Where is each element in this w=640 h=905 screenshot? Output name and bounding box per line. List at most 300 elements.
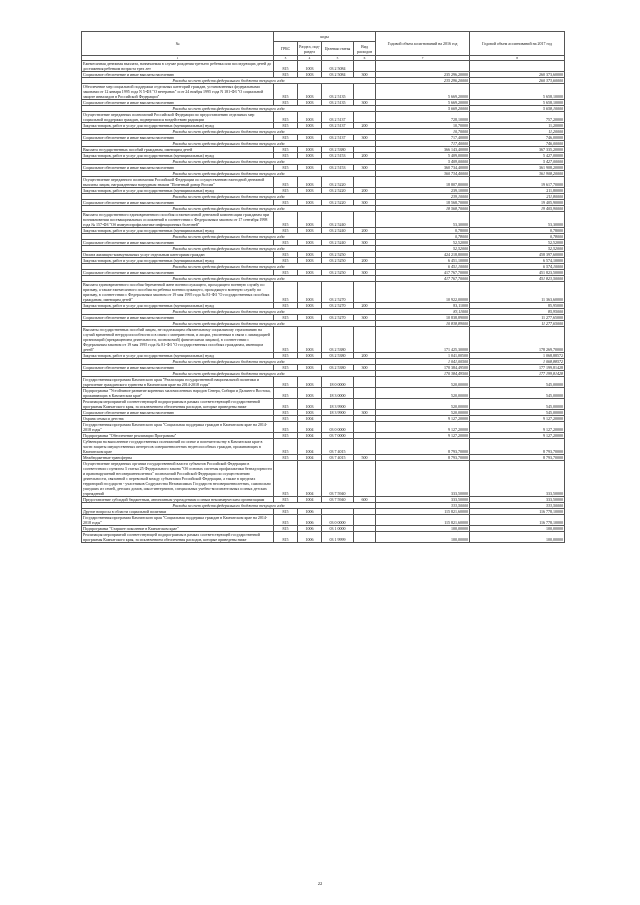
row-name: Охрана семьи и детства — [82, 416, 274, 422]
code-grbs: 815 — [274, 165, 298, 171]
amount-2017: 0,78000 — [470, 234, 565, 240]
code-section: 1003 — [298, 377, 322, 388]
amount-2017: 9 127,20000 — [470, 422, 565, 433]
table-body — [82, 61, 565, 543]
funding-note: Расходы за счет средств федерального бюджета текущего года — [82, 194, 376, 200]
amount-2017: 178 269,70000 — [470, 327, 565, 353]
code-type: 300 — [354, 315, 376, 321]
table-row — [82, 177, 565, 188]
amount-2017: 1 068,88572 — [470, 359, 565, 365]
code-grbs: 815 — [274, 123, 298, 129]
budget-table — [81, 31, 565, 543]
code-section: 1003 — [298, 399, 322, 410]
amount-2016: 9 127,20000 — [376, 416, 470, 422]
row-name: Выплата единовременного пособия беременной жене военнослужащего, проходящего военную службу по призыву, а также ежемесячного пособия на ребенка военнослужащего, проходящего военную службу по призыву, в соответствии с Федеральным законом от 19 мая 1995 года № 81-ФЗ "О государственных пособиях гражданам, имеющим детей" — [82, 282, 274, 303]
code-grbs: 815 — [274, 153, 298, 159]
code-section: 1003 — [298, 258, 322, 264]
code-grbs: 815 — [274, 526, 298, 532]
code-grbs: 815 — [274, 422, 298, 433]
code-grbs: 815 — [274, 327, 298, 353]
code-grbs: 815 — [274, 72, 298, 78]
table-row — [82, 399, 565, 410]
code-section: 1003 — [298, 282, 322, 303]
row-name: Осуществление переданного полномочия Российской Федерации по осуществлению ежегодной денежной выплаты лицам, награжденным нагрудным знаком "Почетный донор России" — [82, 177, 274, 188]
code-target: 03 2 5153 — [322, 153, 354, 159]
code-grbs: 815 — [274, 416, 298, 422]
amount-2017: 19 617,70000 — [470, 177, 565, 188]
amount-2016 — [376, 61, 470, 72]
code-section: 1003 — [298, 212, 322, 228]
amount-2017: 545,00000 — [470, 410, 565, 416]
code-target: 03 7 0000 — [322, 433, 354, 439]
funding-note: Расходы за счет средств федерального бюджета текущего года — [82, 264, 376, 270]
amount-2017: 545,00000 — [470, 388, 565, 399]
amount-2016: 10,70000 — [376, 123, 470, 129]
amount-2016: 333,50000 — [376, 503, 470, 509]
amount-2016: 115 821,60000 — [376, 509, 470, 515]
row-name: Ежемесячная денежная выплата, назначаемая в случае рождения третьего ребенка или последующих детей до достижения ребенком возраста трех лет — [82, 61, 274, 72]
amount-2017: 545,00000 — [470, 399, 565, 410]
table-row — [82, 515, 565, 526]
row-name: Другие вопросы в области социальной политики — [82, 509, 274, 515]
code-type — [354, 282, 376, 303]
code-section: 1003 — [298, 147, 322, 153]
amount-2016: 728,10000 — [376, 112, 470, 123]
amount-2017: 757,20000 — [470, 112, 565, 123]
funding-note: Расходы за счет средств федерального бюджета текущего года — [82, 106, 376, 112]
code-target: 03 7 5940 — [322, 497, 354, 503]
code-section: 1003 — [298, 61, 322, 72]
row-name: Закупка товаров, работ и услуг для государственных (муниципальных) нужд — [82, 153, 274, 159]
row-name: Выплата государственного единовременного пособия и ежемесячной денежной компенсации гражданам при возникновении поствакцинальных осложнений в соответствии с Федеральным законом от 17 сентября 1998 года № 157-ФЗ "Об иммунопрофилактике инфекционных болезней" — [82, 212, 274, 228]
code-grbs: 815 — [274, 315, 298, 321]
table-row — [82, 61, 565, 72]
amount-2016: 9 127,20000 — [376, 422, 470, 433]
code-type: 300 — [354, 410, 376, 416]
funding-note: Расходы за счет средств федерального бюджета текущего года — [82, 78, 376, 84]
amount-2017: 11,20000 — [470, 129, 565, 135]
row-name: Подпрограмма "Старшее поколение в Камчатском крае" — [82, 526, 274, 532]
amount-2016: 235 296,20000 — [376, 78, 470, 84]
code-grbs: 815 — [274, 84, 298, 100]
code-grbs: 815 — [274, 200, 298, 206]
row-name: Социальное обеспечение и иные выплаты населению — [82, 100, 274, 106]
amount-2017: 100,00000 — [470, 532, 565, 543]
amount-2016: 239,10000 — [376, 188, 470, 194]
code-type — [354, 61, 376, 72]
code-grbs: 815 — [274, 135, 298, 141]
code-section: 1003 — [298, 84, 322, 100]
funding-note: Расходы за счет средств федерального бюджета текущего года — [82, 503, 376, 509]
amount-2016: 6 451,10000 — [376, 264, 470, 270]
row-name: Выплата государственных пособий гражданам, имеющим детей — [82, 147, 274, 153]
code-grbs: 815 — [274, 252, 298, 258]
header-type: Вид расходов — [354, 42, 376, 56]
amount-2016: 170 384,49500 — [376, 371, 470, 377]
code-target: 03 0 0000 — [322, 515, 354, 526]
amount-2016: 333,50000 — [376, 461, 470, 497]
funding-note: Расходы за счет средств федерального бюджета текущего года — [82, 246, 376, 252]
amount-2016: 8 793,70000 — [376, 439, 470, 455]
page-number: 22 — [317, 881, 323, 886]
amount-2017: 260 373,60000 — [470, 78, 565, 84]
row-name: Обеспечение мер социальной поддержки отдельных категорий граждан, установленных федеральными законами от 12 января 1995 года N 5-ФЗ "О ветеранах" и от 24 ноября 1995 года N 181-ФЗ "О социальной защите инвалидов в Российской Федерации" — [82, 84, 274, 100]
amount-2016: 170 384,49500 — [376, 365, 470, 371]
code-section: 1003 — [298, 177, 322, 188]
code-grbs: 815 — [274, 461, 298, 497]
amount-2017: 52,52000 — [470, 246, 565, 252]
col-num: 6 — [354, 56, 376, 61]
amount-2017: 451 823,50000 — [470, 276, 565, 282]
code-target: 03 2 5270 — [322, 282, 354, 303]
code-target: 03 2 5220 — [322, 188, 354, 194]
col-num: 4 — [298, 56, 322, 61]
code-section: 1003 — [298, 123, 322, 129]
code-section: 1003 — [298, 365, 322, 371]
code-target: 03 2 5250 — [322, 258, 354, 264]
row-name: Закупка товаров, работ и услуг для государственных (муниципальных) нужд — [82, 188, 274, 194]
amount-2017: 8 793,70000 — [470, 455, 565, 461]
row-name: Государственная программа Камчатского края "Социальная поддержка граждан в Камчатском крае на 2014-2018 годы" — [82, 422, 274, 433]
amount-2017: 451 823,50000 — [470, 270, 565, 276]
amount-2017: 5 658,10000 — [470, 100, 565, 106]
amount-2017: 85,95000 — [470, 303, 565, 309]
code-target: 03 7 5940 — [322, 461, 354, 497]
code-type: 300 — [354, 240, 376, 246]
amount-2016: 5 409,00000 — [376, 159, 470, 165]
amount-2016: 83,11000 — [376, 309, 470, 315]
amount-2017: 116 778,10000 — [470, 509, 565, 515]
amount-2017: 9 127,20000 — [470, 416, 565, 422]
table-row — [82, 212, 565, 228]
row-name: Социальное обеспечение и иные выплаты населению — [82, 165, 274, 171]
funding-note: Расходы за счет средств федерального бюджета текущего года — [82, 206, 376, 212]
code-section: 1003 — [298, 327, 322, 353]
amount-2016: 717,40000 — [376, 135, 470, 141]
code-target: 03 1 9999 — [322, 532, 354, 543]
amount-2016: 366 143,40000 — [376, 147, 470, 153]
code-target: 03 2 5135 — [322, 100, 354, 106]
code-target: 03 2 5084 — [322, 72, 354, 78]
code-grbs: 815 — [274, 410, 298, 416]
amount-2017: 211,80000 — [470, 194, 565, 200]
amount-2016: 52,52000 — [376, 240, 470, 246]
row-name: Социальное обеспечение и иные выплаты населению — [82, 240, 274, 246]
amount-2017: 5 427,00000 — [470, 153, 565, 159]
row-name: Оплата жилищно-коммунальных услуг отдельным категориям граждан — [82, 252, 274, 258]
row-name: Закупка товаров, работ и услуг для государственных (муниципальных) нужд — [82, 303, 274, 309]
code-target: 03 2 5250 — [322, 270, 354, 276]
row-name: Социальное обеспечение и иные выплаты населению — [82, 135, 274, 141]
code-section: 1004 — [298, 455, 322, 461]
code-grbs: 815 — [274, 509, 298, 515]
amount-2017: 361 908,20000 — [470, 165, 565, 171]
code-type: 200 — [354, 153, 376, 159]
code-section: 1003 — [298, 410, 322, 416]
code-grbs: 815 — [274, 532, 298, 543]
code-type — [354, 422, 376, 433]
code-target: 18 3 9900 — [322, 410, 354, 416]
amount-2016: 520,00000 — [376, 399, 470, 410]
amount-2017: 19 405,90000 — [470, 206, 565, 212]
code-target: 03 2 5270 — [322, 303, 354, 309]
amount-2016: 417 767,70000 — [376, 270, 470, 276]
amount-2016: 5 669,20000 — [376, 106, 470, 112]
amount-2016: 10,70000 — [376, 129, 470, 135]
row-name: Осуществление переданных полномочий Российской Федерации по предоставлению отдельных мер социальной поддержки граждан, подвергшихся воздействию радиации — [82, 112, 274, 123]
amount-2016: 6 451,10000 — [376, 258, 470, 264]
amount-2017: 53,30000 — [470, 212, 565, 228]
funding-note: Расходы за счет средств федерального бюджета текущего года — [82, 234, 376, 240]
funding-note: Расходы за счет средств федерального бюджета текущего года — [82, 141, 376, 147]
amount-2016: 18 807,80000 — [376, 177, 470, 188]
row-name: Социальное обеспечение и иные выплаты населению — [82, 72, 274, 78]
table-row — [82, 388, 565, 399]
amount-2016: 5 669,20000 — [376, 84, 470, 100]
code-grbs: 815 — [274, 212, 298, 228]
amount-2017: 333,50000 — [470, 497, 565, 503]
amount-2016: 520,00000 — [376, 377, 470, 388]
code-type — [354, 327, 376, 353]
code-type — [354, 399, 376, 410]
amount-2017: 361 908,20000 — [470, 171, 565, 177]
code-section: 1004 — [298, 433, 322, 439]
code-grbs: 815 — [274, 433, 298, 439]
code-target: 03 1 0000 — [322, 526, 354, 532]
code-target: 03 0 0000 — [322, 422, 354, 433]
code-type — [354, 388, 376, 399]
code-grbs: 815 — [274, 112, 298, 123]
amount-2017: 177 199,81428 — [470, 365, 565, 371]
code-grbs: 815 — [274, 228, 298, 234]
code-section: 1003 — [298, 188, 322, 194]
code-target: 03 2 5135 — [322, 84, 354, 100]
code-target: 03 2 5220 — [322, 177, 354, 188]
code-target: 03 2 5220 — [322, 200, 354, 206]
code-target: 03 2 5240 — [322, 240, 354, 246]
code-section: 1003 — [298, 270, 322, 276]
code-type — [354, 532, 376, 543]
code-section: 1003 — [298, 100, 322, 106]
row-name: Закупка товаров, работ и услуг для государственных (муниципальных) нужд — [82, 258, 274, 264]
code-section: 1006 — [298, 532, 322, 543]
row-name: Закупка товаров, работ и услуг для государственных (муниципальных) нужд — [82, 353, 274, 359]
funding-note: Расходы за счет средств федерального бюджета текущего года — [82, 359, 376, 365]
code-type — [354, 177, 376, 188]
amount-2017: 19 405,90000 — [470, 200, 565, 206]
code-section: 1003 — [298, 252, 322, 258]
code-section: 1004 — [298, 422, 322, 433]
amount-2017: 5 427,00000 — [470, 159, 565, 165]
code-grbs: 815 — [274, 100, 298, 106]
amount-2017: 0,78000 — [470, 228, 565, 234]
col-num: 7 — [376, 56, 470, 61]
row-name: Межбюджетные трансферты — [82, 455, 274, 461]
amount-2016: 10 838,89000 — [376, 315, 470, 321]
amount-2017: 11 363,60000 — [470, 282, 565, 303]
code-grbs: 815 — [274, 188, 298, 194]
row-name: Осуществление переданных органам государственной власти субъектов Российской Федерации в соответствии с пунктом 3 статьи 25 Федерального закона "Об основах системы профилактики безнадзорности и правонарушений несовершеннолетних" полномочий Российской Федерации по осуществлению деятельности, связанной с перевозкой между субъектами Российской Федерации, а также в пределах территорий государств - участников Содружества Независимых Государств несовершеннолетних, самовольно ушедших из семей, детских домов, школ-интернатов, специальных учебно-воспитательных и иных детских учреждений — [83, 461, 272, 497]
code-type: 300 — [354, 200, 376, 206]
code-type: 300 — [354, 270, 376, 276]
code-grbs: 815 — [274, 497, 298, 503]
amount-2016: 171 425,30000 — [376, 327, 470, 353]
table-row — [82, 377, 565, 388]
code-grbs: 815 — [274, 377, 298, 388]
code-type: 200 — [354, 228, 376, 234]
code-section: 1003 — [298, 135, 322, 141]
code-section: 1003 — [298, 228, 322, 234]
code-section: 1003 — [298, 303, 322, 309]
col-num: 1 — [82, 56, 274, 61]
row-name: Социальное обеспечение и иные выплаты населению — [82, 365, 274, 371]
row-name: Социальное обеспечение и иные выплаты населению — [82, 315, 274, 321]
amount-2016: 424 218,80000 — [376, 252, 470, 258]
amount-2016: 115 821,60000 — [376, 515, 470, 526]
header-grbs: ГРБС — [274, 42, 298, 56]
table-row — [82, 84, 565, 100]
code-section: 1003 — [298, 315, 322, 321]
code-target: 03 2 5240 — [322, 212, 354, 228]
row-name: Подпрограмма "Устойчивое развитие коренных малочисленных народов Севера, Сибири и Дальнего Востока, проживающих в Камчатском крае" — [82, 388, 274, 399]
code-type: 500 — [354, 455, 376, 461]
header-section: Раздел, под-раздел — [299, 43, 320, 54]
code-section: 1004 — [298, 497, 322, 503]
header-2017: Годовой объем ассигнований на 2017 год — [470, 32, 565, 56]
code-target: 03 2 5270 — [322, 315, 354, 321]
code-type — [354, 439, 376, 455]
code-grbs: 815 — [274, 399, 298, 410]
code-section: 1003 — [298, 153, 322, 159]
amount-2016: 18 568,70000 — [376, 206, 470, 212]
code-target: 03 7 4015 — [322, 439, 354, 455]
code-type: 300 — [354, 165, 376, 171]
code-target: 03 2 5380 — [322, 353, 354, 359]
code-grbs: 815 — [274, 61, 298, 72]
code-target: 03 2 5137 — [322, 135, 354, 141]
code-section: 1004 — [298, 416, 322, 422]
amount-2016: 360 734,40000 — [376, 171, 470, 177]
code-section: 1003 — [298, 72, 322, 78]
amount-2017: 8 793,70000 — [470, 439, 565, 455]
amount-2017: 11 277,65000 — [470, 315, 565, 321]
header-2016: Годовой объем ассигнований на 2016 год — [376, 32, 470, 56]
amount-2016: 1 041,00500 — [376, 353, 470, 359]
code-section: 1003 — [298, 165, 322, 171]
code-grbs: 815 — [274, 455, 298, 461]
code-grbs: 815 — [274, 282, 298, 303]
table-row — [82, 439, 565, 455]
row-name: Закупка товаров, работ и услуг для государственных (муниципальных) нужд — [82, 228, 274, 234]
amount-2016: 417 767,70000 — [376, 276, 470, 282]
header-target: Целевая статья — [322, 42, 354, 56]
code-type — [354, 377, 376, 388]
amount-2017: 333,50000 — [470, 503, 565, 509]
amount-2017: 746,00000 — [470, 135, 565, 141]
amount-2016: 8 793,70000 — [376, 455, 470, 461]
amount-2017: 116 778,10000 — [470, 515, 565, 526]
code-grbs: 815 — [274, 353, 298, 359]
row-name: Субвенции на выполнение государственных полномочий по опеке и попечительству в Камчатском крае в части защиты имущественных интересов совершеннолетних недееспособных граждан, проживающих в Камчатском крае — [82, 439, 274, 455]
code-type — [354, 461, 376, 497]
amount-2016: 10 922,00000 — [376, 282, 470, 303]
row-name: Закупка товаров, работ и услуг для государственных (муниципальных) нужд — [82, 123, 274, 129]
code-type: 300 — [354, 365, 376, 371]
amount-2017: 85,95000 — [470, 309, 565, 315]
amount-2016: 333,50000 — [376, 497, 470, 503]
table-row — [82, 422, 565, 433]
amount-2016: 83,11000 — [376, 303, 470, 309]
code-grbs: 815 — [274, 147, 298, 153]
amount-2016: 100,00000 — [376, 526, 470, 532]
header-name: № — [82, 32, 274, 56]
amount-2016: 52,52000 — [376, 246, 470, 252]
funding-note: Расходы за счет средств федерального бюджета текущего года — [82, 129, 376, 135]
code-type: 200 — [354, 353, 376, 359]
amount-2017: 11 277,65000 — [470, 321, 565, 327]
amount-2017: 11,20000 — [470, 123, 565, 129]
code-grbs: 815 — [274, 240, 298, 246]
amount-2017: 1 068,88572 — [470, 353, 565, 359]
amount-2016: 53,30000 — [376, 212, 470, 228]
amount-2017: 746,00000 — [470, 141, 565, 147]
code-target: 03 2 5084 — [322, 61, 354, 72]
row-name: Государственная программа Камчатского края "Реализация государственной национальной политики и укрепление гражданского единства в Камчатском крае на 2014-2018 годы" — [82, 377, 274, 388]
amount-2016: 1 041,00500 — [376, 359, 470, 365]
amount-2016: 5 669,20000 — [376, 100, 470, 106]
code-type: 200 — [354, 258, 376, 264]
amount-2017: 545,00000 — [470, 377, 565, 388]
amount-2016: 9 127,20000 — [376, 433, 470, 439]
code-section: 1006 — [298, 509, 322, 515]
code-section: 1003 — [298, 353, 322, 359]
code-grbs: 815 — [274, 439, 298, 455]
row-name: Социальное обеспечение и иные выплаты населению — [82, 270, 274, 276]
amount-2017: 333,50000 — [470, 461, 565, 497]
code-target: 03 2 5137 — [322, 123, 354, 129]
funding-note: Расходы за счет средств федерального бюджета текущего года — [82, 321, 376, 327]
code-target: 03 2 5250 — [322, 252, 354, 258]
code-section: 1003 — [298, 240, 322, 246]
table-row — [82, 532, 565, 543]
amount-2016: 235 296,20000 — [376, 72, 470, 78]
amount-2017: 100,00000 — [470, 526, 565, 532]
header-codes: коды — [274, 32, 376, 42]
code-section: 1003 — [298, 388, 322, 399]
amount-2016: 520,00000 — [376, 410, 470, 416]
amount-2017: 9 127,20000 — [470, 433, 565, 439]
amount-2017: 211,80000 — [470, 188, 565, 194]
code-section: 1004 — [298, 439, 322, 455]
amount-2016: 18 568,70000 — [376, 200, 470, 206]
code-target: 03 2 5380 — [322, 147, 354, 153]
code-type — [354, 212, 376, 228]
code-target: 03 2 5137 — [322, 112, 354, 123]
amount-2016: 5 409,00000 — [376, 153, 470, 159]
code-section: 1006 — [298, 515, 322, 526]
code-target: 18 0 0000 — [322, 377, 354, 388]
amount-2017: 6 574,10000 — [470, 258, 565, 264]
code-type — [354, 515, 376, 526]
code-type: 300 — [354, 100, 376, 106]
table-row — [82, 327, 565, 353]
amount-2017: 5 658,10000 — [470, 84, 565, 100]
table-row — [82, 461, 565, 497]
row-name: Социальное обеспечение и иные выплаты населению — [82, 410, 274, 416]
code-grbs: 815 — [274, 258, 298, 264]
code-type — [354, 84, 376, 100]
code-target: 03 2 5153 — [322, 165, 354, 171]
